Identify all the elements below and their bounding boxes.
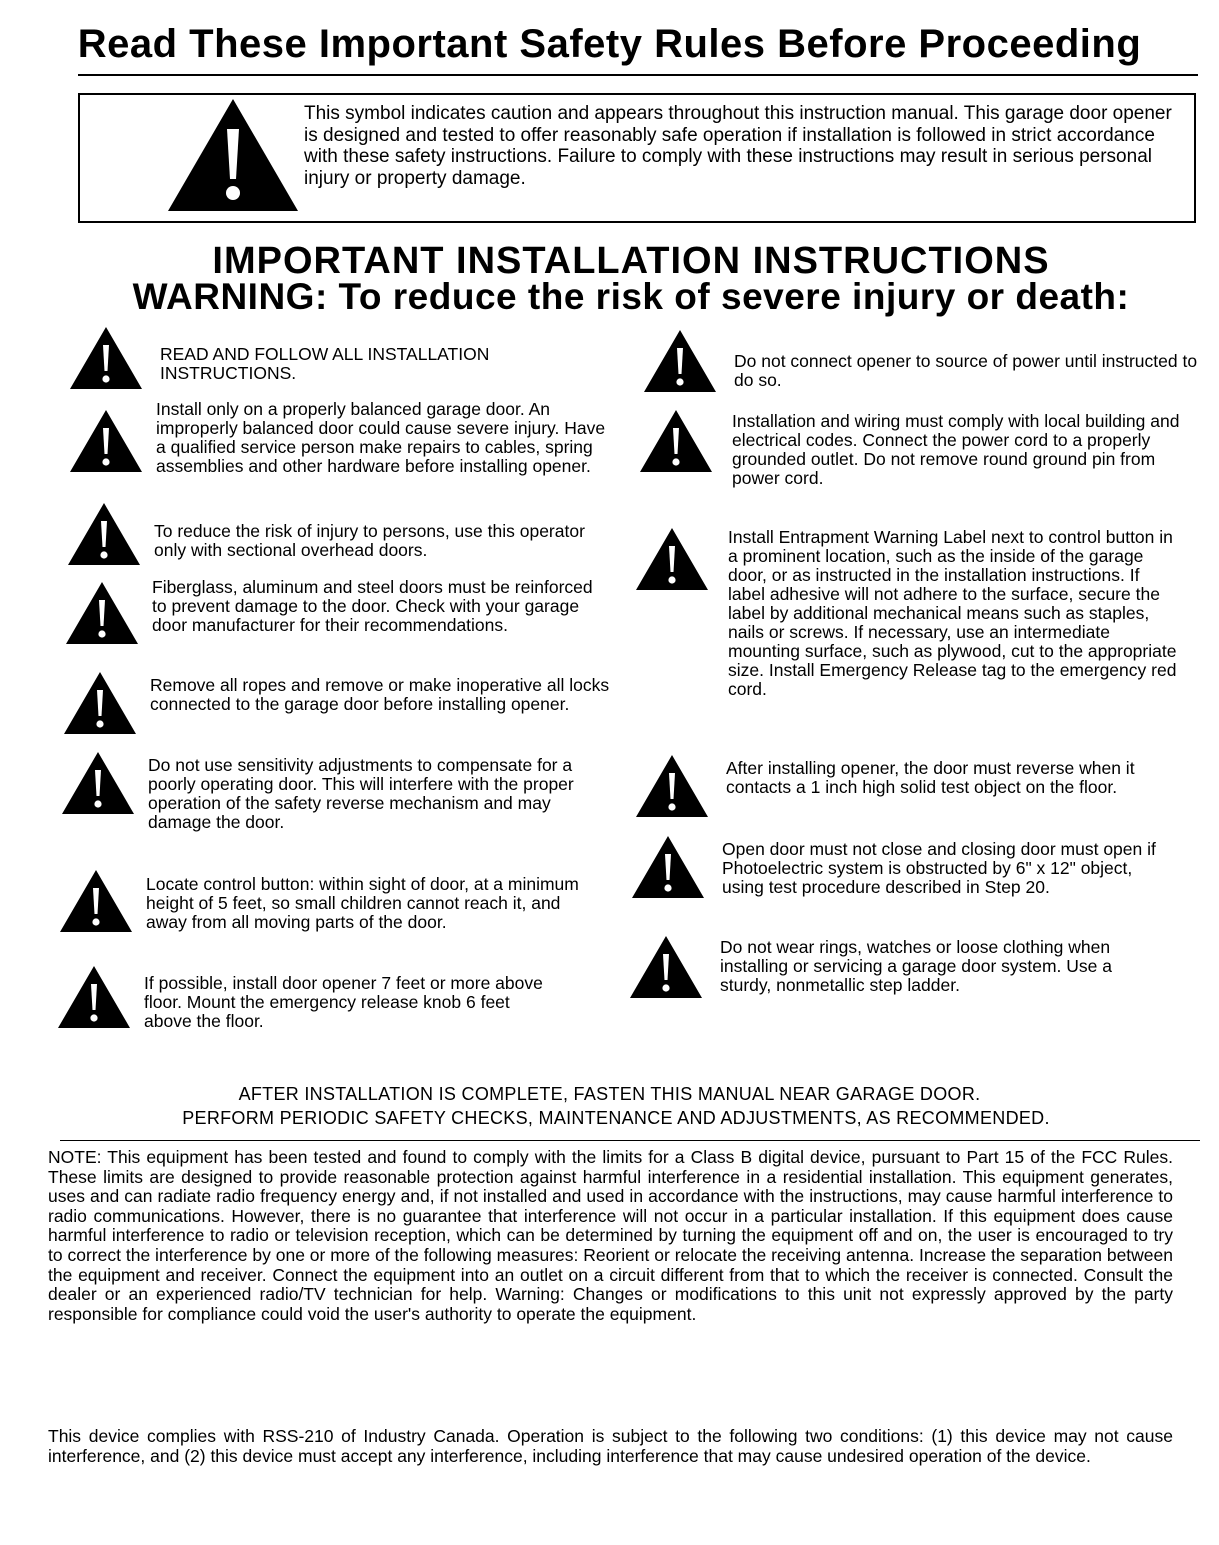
warning-text: Remove all ropes and remove or make inoperative all locks connected to the garage door before installing opener. [150,675,610,714]
warning-text: Fiberglass, aluminum and steel doors must be reinforced to prevent damage to the door. Check with your garage door manufacturer for their recommendations. [152,577,593,635]
warning-text: Do not use sensitivity adjustments to compensate for a poorly operating door. This will interfere with the proper operation of the safety reverse mechanism and may damage the door. [148,755,574,832]
warning-text: Do not wear rings, watches or loose clothing when installing or servicing a garage door system. Use a sturdy, nonmetallic step ladder. [720,937,1112,995]
important-heading: IMPORTANT INSTALLATION INSTRUCTIONS [212,240,1050,282]
page-title: Read These Important Safety Rules Before Proceeding [77,22,1142,66]
warning-text: Install Entrapment Warning Label next to control button in a prominent location, such as the inside of the garage door, or as instructed in the installation instructions. If label adhesive will not adhere to the surface, secure the label by additional mechanical means such as staples, nails or screws. If necessary, use an intermediate mounting surface, such as plywood, cut to the appropriate size. Install Emergency Release tag to the emergency red cord. [728,527,1177,699]
warning-triangle-icon [70,410,142,472]
warning-text: To reduce the risk of injury to persons, use this operator only with sectional overhead doors. [154,521,585,560]
warning-text: Install only on a properly balanced garage door. An improperly balanced door could cause severe injury. Have a qualified service person make repairs to cables, spring assemblies and other hardware before installing opener. [156,399,606,476]
industry-canada-note: This device complies with RSS-210 of Industry Canada. Operation is subject to the following two conditions: (1) this device may not cause interference, and (2) this device must accept any interference, including interference that may cause undesired operation of the device. [48,1426,1173,1466]
warning-triangle-icon [636,755,708,817]
fcc-note: NOTE: This equipment has been tested and found to comply with the limits for a Class B digital device, pursuant to Part 15 of the FCC Rules. These limits are designed to provide reasonable protection against harmful interference in a residential installation. This equipment generates, uses and can radiate radio frequency energy and, if not installed and used in accordance with the instructions, may cause harmful interference to radio communications. However, there is no guarantee that interference will not occur in a particular installation. If this equipment does cause harmful interference to radio or television reception, which can be determined by turning the equipment off and on, the user is encouraged to try to correct the interference by one or more of the following measures: Reorient or relocate the receiving antenna. Increase the separation between the equipment and receiver. Connect the equipment into an outlet on a circuit different from that to which the receiver is connected. Consult the dealer or an experienced radio/TV technician for help. Warning: Changes or modifications to this unit not expressly approved by the party responsible for compliance could void the user's authority to operate the equipment. [48,1147,1173,1324]
warning-triangle-icon [60,870,132,932]
warning-triangle-icon [66,582,138,644]
warning-triangle-icon [68,503,140,565]
warning-triangle-icon [168,99,298,211]
warning-text: Open door must not close and closing door must open if Photoelectric system is obstructed by 6" x 12" object, using test procedure described in Step 20. [722,839,1156,897]
footer-instruction-1: AFTER INSTALLATION IS COMPLETE, FASTEN THIS MANUAL NEAR GARAGE DOOR. [238,1084,981,1104]
warning-triangle-icon [62,752,134,814]
warning-triangle-icon [58,966,130,1028]
warning-triangle-icon [644,330,716,392]
title-divider [78,74,1198,76]
warning-text: Installation and wiring must comply with local building and electrical codes. Connect the power cord to a properly grounded outlet. Do not remove round ground pin from power cord. [732,411,1180,488]
warning-heading: WARNING: To reduce the risk of severe injury or death: [132,276,1130,317]
warning-triangle-icon [632,836,704,898]
warning-triangle-icon [630,936,702,998]
warning-text: READ AND FOLLOW ALL INSTALLATION INSTRUCTIONS. [160,344,490,383]
warning-triangle-icon [640,410,712,472]
warning-text: Do not connect opener to source of power until instructed to do so. [734,351,1198,390]
warning-triangle-icon [64,672,136,734]
warning-text: If possible, install door opener 7 feet or more above floor. Mount the emergency release knob 6 feet above the floor. [144,973,543,1031]
caution-symbol-box [78,93,1196,223]
warning-triangle-icon [636,528,708,590]
warning-triangle-icon [70,327,142,389]
warning-text: Locate control button: within sight of door, at a minimum height of 5 feet, so small children cannot reach it, and away from all moving parts of the door. [146,874,579,932]
caution-description: This symbol indicates caution and appears throughout this instruction manual. This garage door opener is designed and tested to offer reasonably safe operation if installation is followed in strict accordance with these safety instructions. Failure to comply with these instructions may result in serious personal injury or property damage. [304,103,1172,189]
footer-instruction-2: PERFORM PERIODIC SAFETY CHECKS, MAINTENANCE AND ADJUSTMENTS, AS RECOMMENDED. [182,1108,1050,1128]
footer-divider [60,1140,1200,1141]
warning-text: After installing opener, the door must reverse when it contacts a 1 inch high solid test object on the floor. [726,758,1135,797]
